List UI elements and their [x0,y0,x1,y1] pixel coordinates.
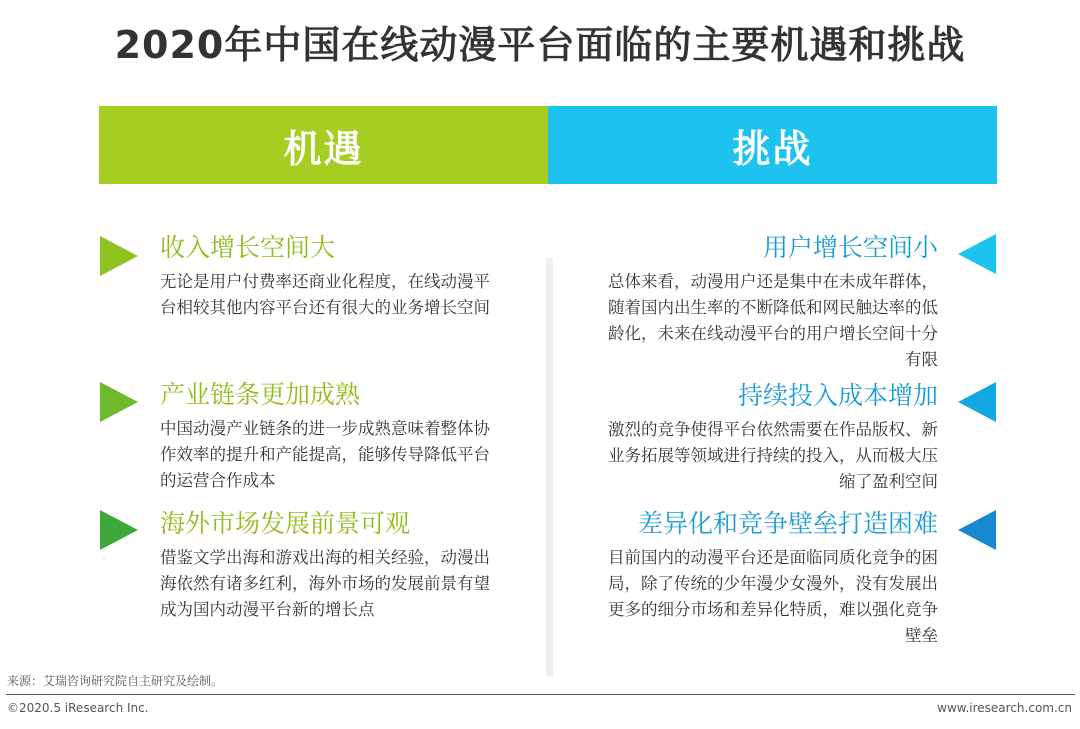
opportunity-item [160,233,490,321]
opportunity-text: 中国动漫产业链条的进一步成熟意味着整体协作效率的提升和产能提高，能够传导降低平台的运营合作成本 [160,419,490,490]
column-divider [546,258,553,676]
opportunity-heading: 海外市场发展前景可观 [160,509,411,538]
challenge-text: 总体来看，动漫用户还是集中在未成年群体，随着国内出生率的不断降低和网民触达率的低龄化，未来在线动漫平台的用户增长空间十分有限 [608,272,938,369]
challenge-text: 激烈的竞争使得平台依然需要在作品版权、新业务拓展等领域进行持续的投入，从而极大压缩了盈利空间 [608,420,938,491]
page-title: 2020年中国在线动漫平台面临的主要机遇和挑战 [114,23,966,67]
opportunity-arrow-icon [100,236,138,276]
challenge-arrow-icon [958,382,996,422]
opportunity-text: 借鉴文学出海和游戏出海的相关经验，动漫出海依然有诸多红利，海外市场的发展前景有望成为国内动漫平台新的增长点 [160,548,490,619]
challenge-header: 挑战 [548,106,997,184]
source-note: 来源：艾瑞咨询研究院自主研究及绘制。 [7,674,224,688]
challenge-heading: 用户增长空间小 [762,233,938,262]
opportunity-item [160,380,490,494]
opportunity-item [160,509,490,623]
website-link[interactable]: www.iresearch.com.cn [937,701,1072,715]
opportunity-text: 无论是用户付费率还商业化程度，在线动漫平台相较其他内容平台还有很大的业务增长空间 [160,272,490,317]
footer-divider [6,694,1075,695]
challenge-item [600,233,938,373]
opportunity-arrow-icon [100,510,138,550]
challenge-text: 目前国内的动漫平台还是面临同质化竞争的困局，除了传统的少年漫少女漫外，没有发展出更多的细分市场和差异化特质，难以强化竞争壁垒 [608,548,938,645]
opportunity-heading: 收入增长空间大 [160,233,336,262]
challenge-item [600,509,938,649]
challenge-arrow-icon [958,234,996,274]
challenge-heading: 持续投入成本增加 [737,381,938,410]
challenge-heading: 差异化和竞争壁垒打造困难 [637,509,938,538]
copyright: ©2020.5 iResearch Inc. [7,701,149,715]
challenge-item [600,381,938,495]
opportunity-heading: 产业链条更加成熟 [160,380,361,409]
opportunity-arrow-icon [100,382,138,422]
challenge-arrow-icon [958,510,996,550]
opportunity-header: 机遇 [99,106,548,184]
